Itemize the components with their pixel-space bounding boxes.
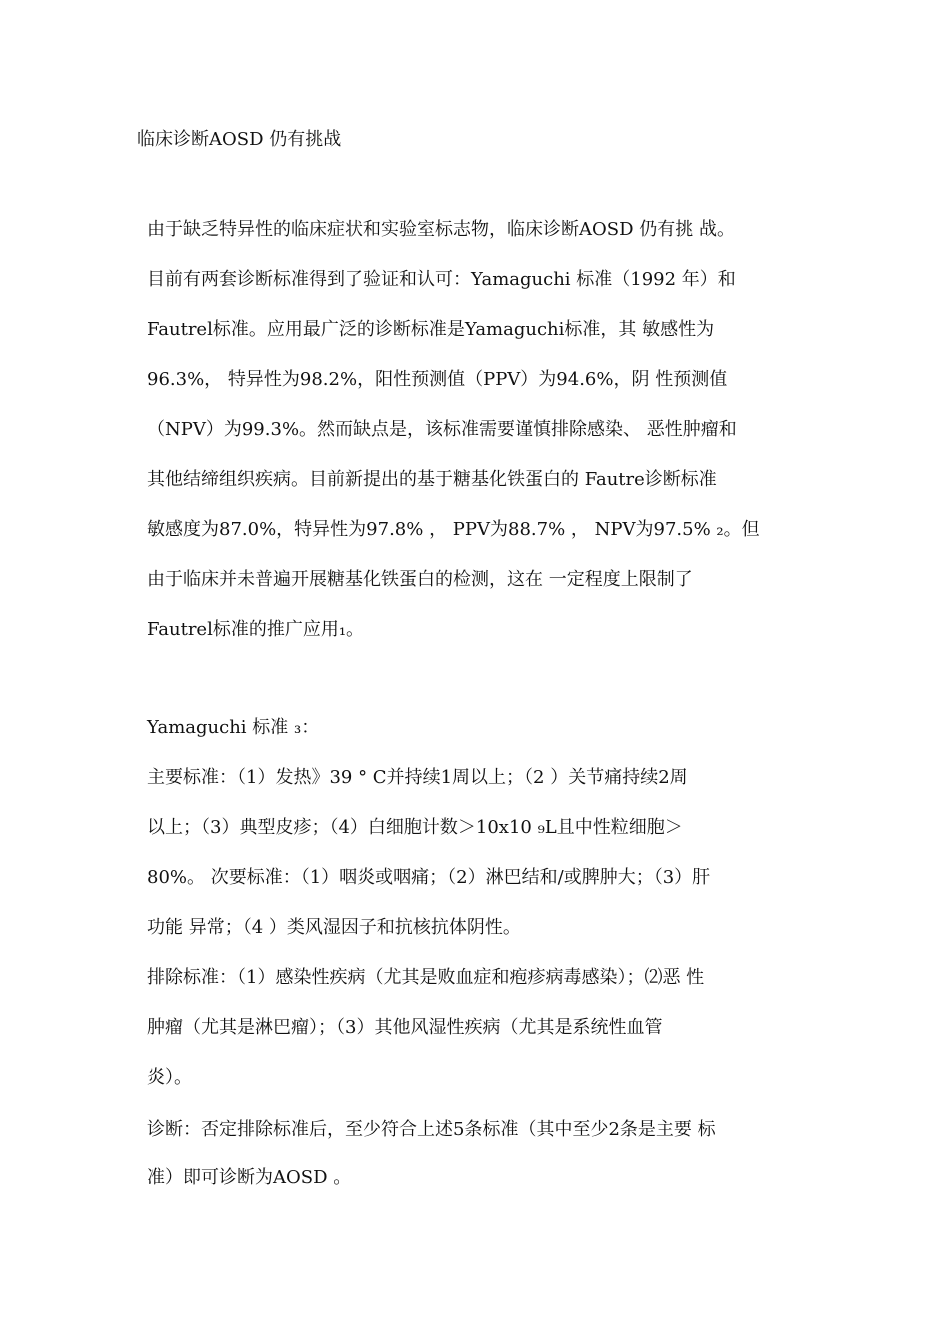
criteria-line: 排除标准：（1）感染性疾病（尤其是败血症和疱疹病毒感染）；⑵恶 性 (147, 967, 705, 988)
criteria-line: 诊断：否定排除标准后，至少符合上述5条标准（其中至少2条是主要 标 (147, 1119, 716, 1140)
criteria-line: 准）即可诊断为AOSD 。 (147, 1167, 352, 1188)
criteria-line: 主要标准：（1）发热》39 ° C并持续1周以上；（2 ）关节痛持续2周 (147, 767, 688, 788)
document-title: 临床诊断AOSD 仍有挑战 (137, 129, 342, 150)
paragraph-line: Fautrel标准的推广应用₁。 (147, 619, 365, 640)
criteria-line: 炎）。 (147, 1067, 192, 1088)
paragraph-line: 由于缺乏特异性的临床症状和实验室标志物，临床诊断AOSD 仍有挑 战。 (147, 219, 735, 240)
criteria-line: 功能 异常；（4 ）类风湿因子和抗核抗体阴性。 (147, 917, 521, 938)
paragraph-line: 目前有两套诊断标准得到了验证和认可：Yamaguchi 标准（1992 年）和 (147, 269, 736, 290)
criteria-line: 肿瘤（尤其是淋巴瘤）；（3）其他风湿性疾病（尤其是系统性血管 (147, 1017, 663, 1038)
paragraph-line: 敏感度为87.0%，特异性为97.8% ， PPV为88.7% ， NPV为97.5% ₂。但 (147, 519, 760, 540)
paragraph-line: （NPV）为99.3%。然而缺点是，该标准需要谨慎排除感染、 恶性肿瘤和 (147, 419, 737, 440)
criteria-line: 80%。 次要标准：（1）咽炎或咽痛；（2）淋巴结和/或脾肿大；（3）肝 (147, 867, 711, 888)
paragraph-line: Fautrel标准。应用最广泛的诊断标准是Yamaguchi标准，其 敏感性为 (147, 319, 715, 340)
paragraph-line: 由于临床并未普遍开展糖基化铁蛋白的检测，这在 一定程度上限制了 (147, 569, 693, 590)
paragraph-line: 96.3%， 特异性为98.2%，阳性预测值（PPV）为94.6%，阴 性预测值 (147, 369, 728, 390)
section-heading: Yamaguchi 标准 ₃： (147, 717, 320, 738)
paragraph-line: 其他结缔组织疾病。目前新提出的基于糖基化铁蛋白的 Fautre诊断标准 (147, 469, 717, 490)
criteria-line: 以上；（3）典型皮疹；（4）白细胞计数＞10x10 ₉L且中性粒细胞＞ (147, 817, 683, 838)
